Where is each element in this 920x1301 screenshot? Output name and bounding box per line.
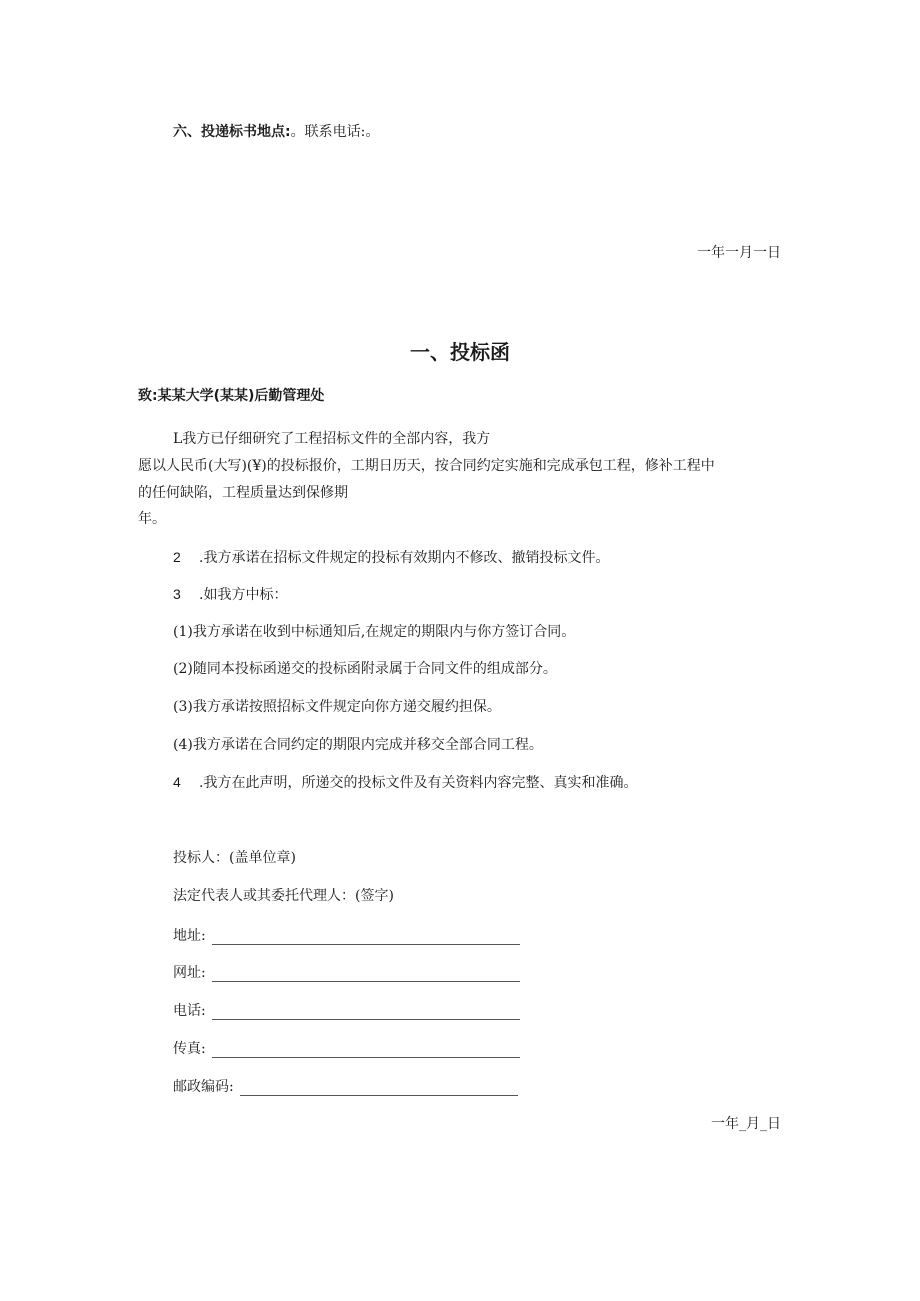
section-six-contact: 。联系电话:。 — [290, 124, 380, 140]
section-six-label: 六、投递标书地点: — [173, 124, 291, 140]
website-input[interactable] — [212, 967, 520, 982]
website-label: 网址: — [173, 965, 206, 981]
address-input[interactable] — [212, 930, 520, 945]
representative-line: 法定代表人或其委托代理人：(签字) — [173, 888, 394, 904]
postcode-input[interactable] — [240, 1081, 518, 1096]
sub-item-1: (1)我方承诺在收到中标通知后,在规定的期限内与你方签订合同。 — [173, 624, 576, 640]
postcode-label: 邮政编码: — [173, 1079, 234, 1095]
clause-1-line-4: 年。 — [138, 511, 166, 527]
clause-1-line-3: 的任何缺陷，工程质量达到保修期 — [138, 485, 348, 501]
phone-input[interactable] — [212, 1005, 520, 1020]
fax-row — [173, 1038, 520, 1058]
clause-4-number: 4 — [173, 774, 181, 790]
clause-2-number: 2 — [173, 549, 181, 565]
bidder-line: 投标人：(盖单位章) — [173, 850, 296, 866]
bottom-date: 一年_月_日 — [711, 1116, 781, 1132]
clause-1-line-1: L我方已仔细研究了工程招标文件的全部内容，我方 — [173, 431, 491, 447]
top-date: 一年一月一日 — [697, 245, 781, 261]
phone-label: 电话: — [173, 1003, 206, 1019]
address-row — [173, 925, 520, 945]
clause-2 — [173, 548, 609, 567]
sub-item-3: (3)我方承诺按照招标文件规定向你方递交履约担保。 — [173, 699, 501, 715]
address-label: 地址: — [173, 928, 206, 944]
clause-3-text: .如我方中标： — [199, 587, 288, 603]
clause-3-number: 3 — [173, 586, 181, 602]
clause-2-text: .我方承诺在招标文件规定的投标有效期内不修改、撤销投标文件。 — [199, 550, 610, 566]
addressee: 致:某某大学(某某)后勤管理处 — [138, 388, 325, 404]
clause-1-line-2: 愿以人民币(大写)(¥)的投标报价，工期日历天，按合同约定实施和完成承包工程，修补工程中 — [138, 458, 715, 474]
website-row — [173, 962, 520, 982]
sub-item-4: (4)我方承诺在合同约定的期限内完成并移交全部合同工程。 — [173, 737, 543, 753]
sub-item-2: (2)随同本投标函递交的投标函附录属于合同文件的组成部分。 — [173, 661, 557, 677]
page-title: 一、投标函 — [410, 340, 510, 364]
postcode-row — [173, 1076, 518, 1096]
section-six-line — [173, 121, 379, 141]
fax-label: 传真: — [173, 1041, 206, 1057]
fax-input[interactable] — [212, 1043, 520, 1058]
clause-4 — [173, 773, 637, 792]
clause-4-text: .我方在此声明，所递交的投标文件及有关资料内容完整、真实和准确。 — [199, 775, 638, 791]
phone-row — [173, 1000, 520, 1020]
clause-3 — [173, 585, 287, 604]
